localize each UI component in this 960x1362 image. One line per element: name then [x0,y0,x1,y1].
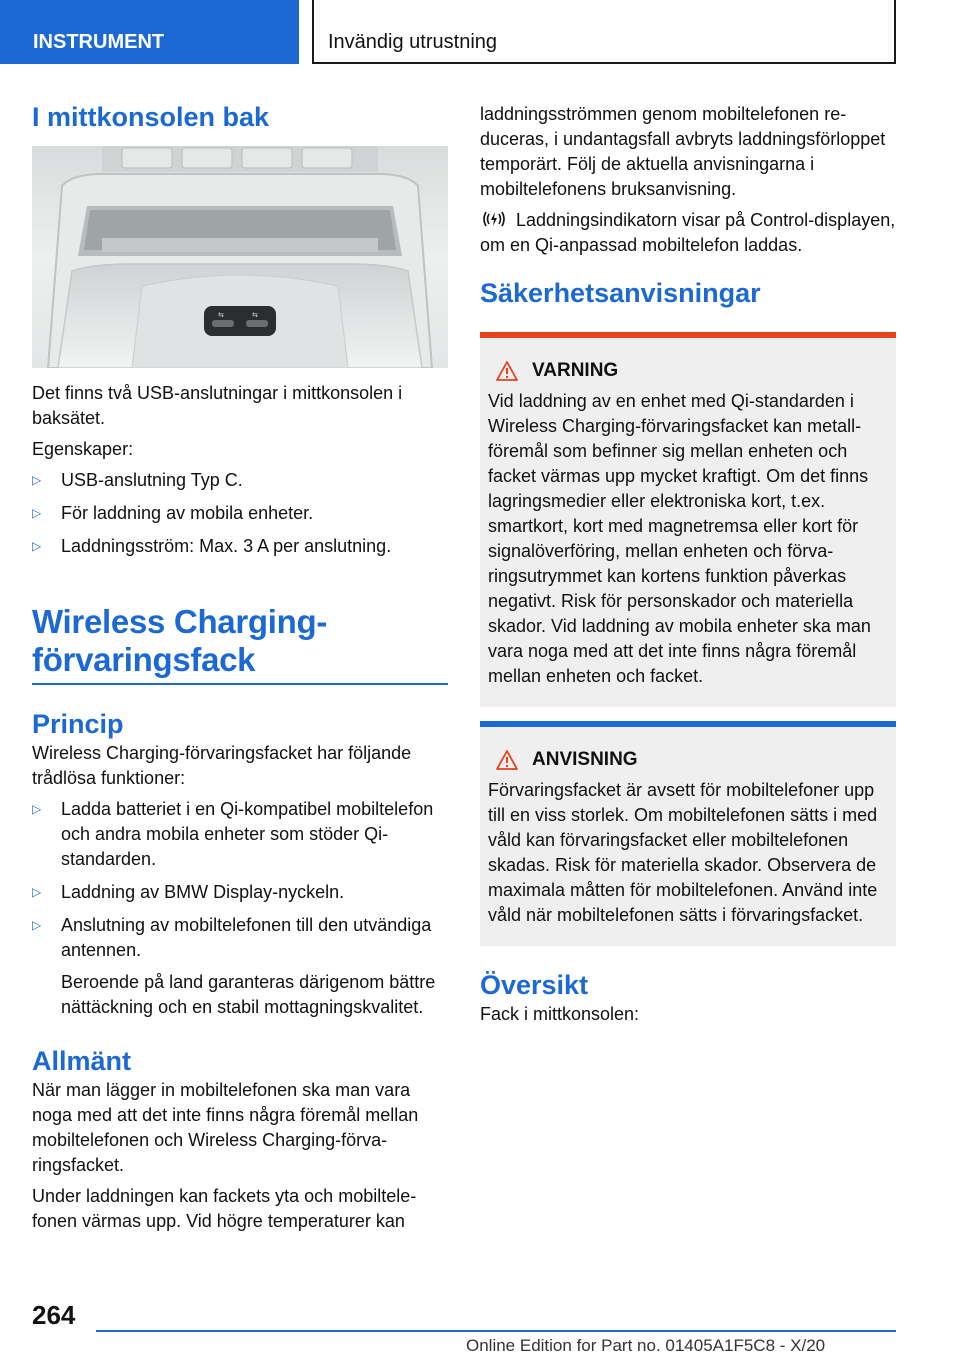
section-tab: INSTRUMENT [0,0,299,64]
bullet-triangle-icon: ▷ [32,506,42,520]
heading-allmant: Allmänt [32,1046,132,1076]
wireless-charging-icon [480,209,508,229]
list-item: ▷ Anslutning av mobiltelefonen till den utvändiga antennen. Beroende på land garanteras därigenom bättre nättäckning och en stabil mottagningskvalitet. [32,913,448,1020]
bullet-triangle-icon: ▷ [32,539,42,553]
allmant-paragraph-2: Under laddningen kan fackets yta och mobiltelefonen värmas upp. Vid högre temperaturer kan [32,1186,417,1231]
continued-paragraph: laddningsströmmen genom mobiltelefonen reduceras, i undantagsfall avbryts laddningsförloppet temporärt. Följ de aktuella anvisningarna i mobiltelefonens bruksanvisning. [480,104,886,199]
list-item: ▷ Laddning av BMW Display-nyckeln. [32,880,448,905]
heading-rule [32,683,448,685]
svg-text:⇆: ⇆ [252,311,258,319]
bullet-triangle-icon: ▷ [32,918,42,932]
list-item: ▷ Ladda batteriet i en Qi-kompatibel mobiltelefon och andra mobila enheter som stöder Qi-standarden. [32,799,434,869]
edition-text: Online Edition for Part no. 01405A1F5C8 - X/20 [466,1336,826,1355]
properties-label: Egenskaper: [32,439,134,459]
list-item: ▷ USB-anslutning Typ C. [32,468,448,493]
warning-box [480,332,896,707]
notice-title: ANVISNING [488,747,888,772]
warning-triangle-icon [496,750,518,770]
page-number: 264 [32,1300,76,1330]
list-item: ▷ Laddningsström: Max. 3 A per anslutning. [32,534,448,559]
indicator-paragraph: Laddningsindikatorn visar på Control-displayen, om en Qi-anpassad mobiltelefon laddas. [480,210,896,255]
chapter-title: Invändig utrustning [312,0,896,64]
oversikt-paragraph: Fack i mittkonsolen: [480,1004,640,1024]
usb-ports-photo [32,146,448,368]
heading-rear-console: I mittkonsolen bak [32,102,270,132]
heading-oversikt: Översikt [480,970,589,1000]
notice-text: Förvaringsfacket är avsett för mobiltelefoner upp till en viss storlek. Om mobiltelefonen sätts i med våld kan förvaringsfacket eller mobiltelefonen skadas. Risk för materiella skador. Observera de maximala måtten för mobiltelefonen. Använd inte våld när mobiltelefonen sätts i förvaringsfacket. [488,780,878,925]
right-column [480,102,896,1027]
princip-intro: Wireless Charging-förvaringsfacket har följande trådlösa funktioner: [32,743,412,788]
warning-text: Vid laddning av en enhet med Qi-standarden i Wireless Charging-förvaringsfacket kan metallföremål som befinner sig mellan enheten och facket värmas upp mycket kraftigt. Om det finns lagringsmedier eller elektroniska kort, t.ex. smartkort, kort med magnetremsa eller kort för signalöverföring, mellan enheten och förvaringsutrymmet kan kortens funktion påverkas negativt. Risk för personskador och materiella skador. Vid laddning av mobila enheter ska man vara noga med att det inte finns några föremål mellan enheten och facket. [488,391,871,686]
notice-box [480,721,896,946]
footer-rule [96,1330,896,1332]
heading-princip: Princip [32,709,124,739]
warning-triangle-icon [496,361,518,381]
bullet-triangle-icon: ▷ [32,885,42,899]
bullet-triangle-icon: ▷ [32,473,42,487]
list-item: ▷ För laddning av mobila enheter. [32,501,448,526]
bullet-triangle-icon: ▷ [32,802,42,816]
rear-console-description: Det finns två USB-anslutningar i mittkonsolen i baksätet. [32,383,403,428]
svg-text:⇆: ⇆ [218,311,224,319]
properties-list [32,468,448,559]
left-column [32,100,448,1234]
allmant-paragraph-1: När man lägger in mobiltelefonen ska man vara noga med att det inte finns några föremål mellan mobiltelefonen och Wireless Charging-förvaringsfacket. [32,1080,419,1175]
warning-title: VARNING [488,358,888,383]
heading-safety: Säkerhetsanvisningar [480,278,761,308]
list-item-note: Beroende på land garanteras därigenom bättre nättäckning och en stabil mottagningskvalitet. [61,972,436,1017]
main-heading: Wireless Charging- förvaringsfack [32,603,448,685]
functions-list [32,797,448,1020]
